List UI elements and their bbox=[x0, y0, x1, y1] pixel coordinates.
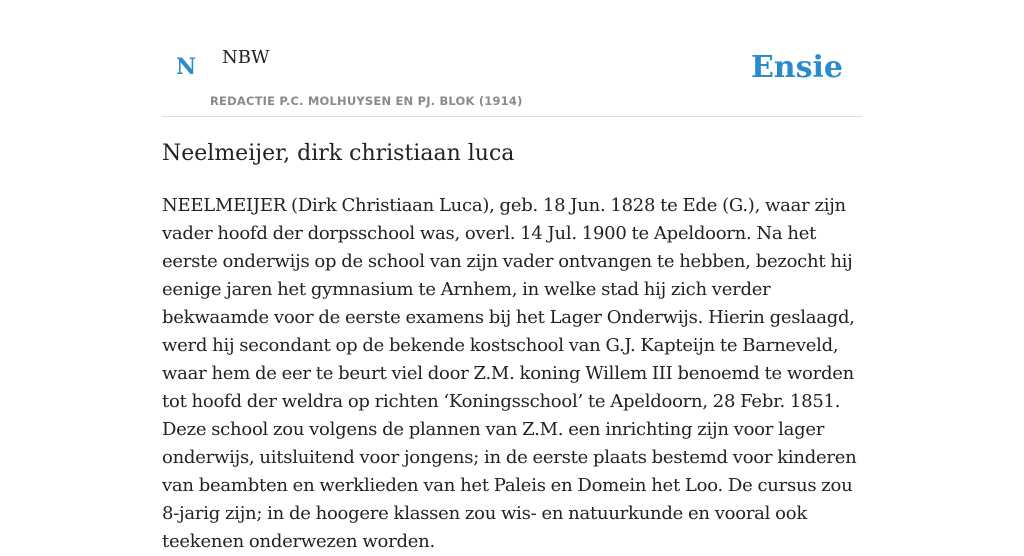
article-title: Neelmeijer, dirk christiaan luca bbox=[162, 141, 515, 166]
article-body: NEELMEIJER (Dirk Christiaan Luca), geb. 18 Jun. 1828 te Ede (G.), waar zijn vader hoofd der dorpsschool was, overl. 14 Jul. 1900 te Apeldoorn. Na het eerste onderwijs op de school van zijn vader ontvangen te hebben, bezocht hij eenige jaren het gymnasium te Arnhem, in welke stad hij zich verder bekwaamde voor de eerste examens bij het Lager Onderwijs. Hierin geslaagd, werd hij secondant op de bekende kostschool van G.J. Kapteijn te Barneveld, waar hem de eer te beurt viel door Z.M. koning Willem III benoemd te worden tot hoofd der weldra op richten ‘Koningsschool’ te Apeldoorn, 28 Febr. 1851. Deze school zou volgens de plannen van Z.M. een inrichting zijn voor lager onderwijs, uitsluitend voor jongens; in de eerste plaats bestemd voor kinderen van beambten en werklieden van het Paleis en Domein het Loo. De cursus zou 8-jarig zijn; in de hoogere klassen zou wis- en natuurkunde en vooral ook teekenen onderwezen worden. bbox=[162, 195, 857, 552]
source-header bbox=[162, 0, 862, 117]
source-name[interactable]: NBW bbox=[222, 47, 270, 68]
source-editors: REDACTIE P.C. MOLHUYSEN EN PJ. BLOK (1914) bbox=[210, 94, 523, 108]
source-logo[interactable]: N bbox=[176, 54, 197, 80]
brand-logo[interactable]: Ensie bbox=[750, 50, 843, 85]
